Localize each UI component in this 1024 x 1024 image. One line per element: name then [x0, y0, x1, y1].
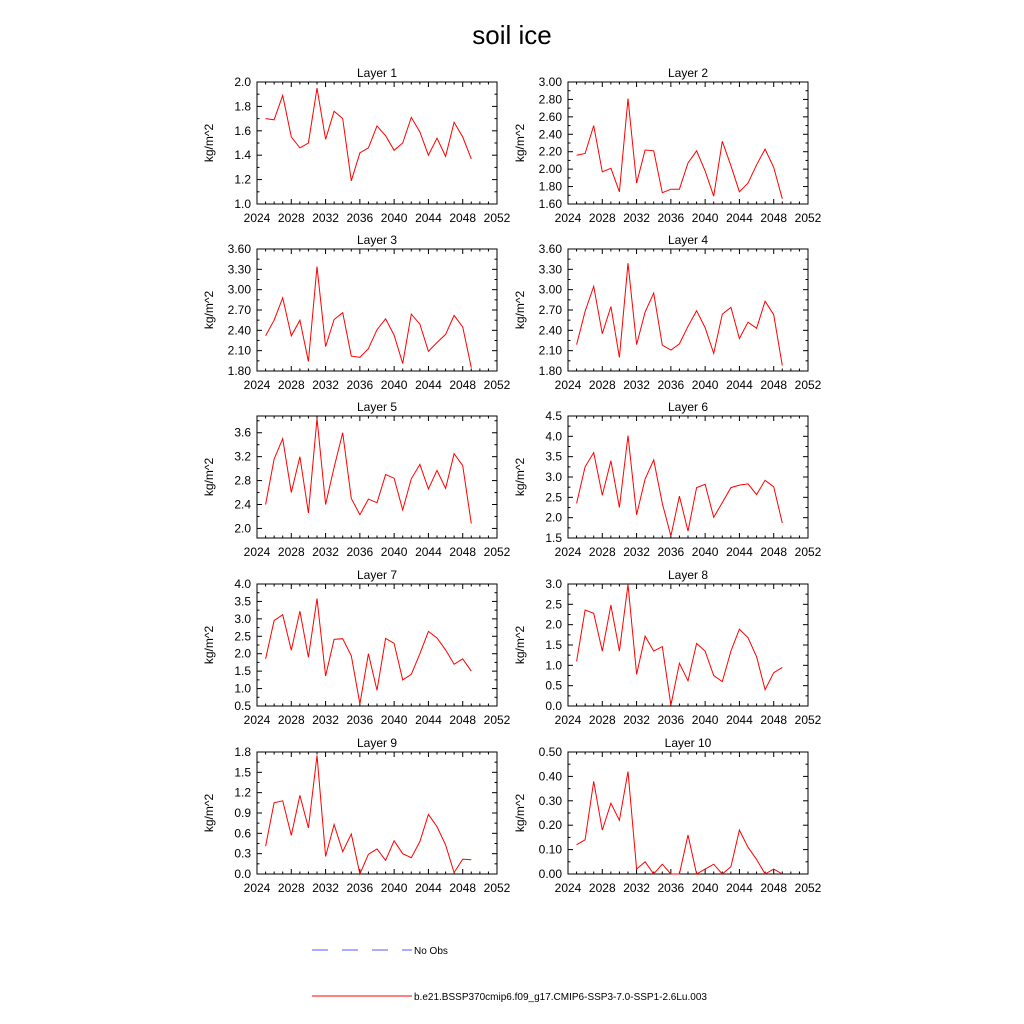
y-tick-label: 0.00 — [538, 867, 562, 881]
x-tick-label: 2028 — [277, 545, 305, 559]
x-tick-label: 2032 — [623, 378, 650, 392]
y-tick-label: 1.80 — [538, 364, 562, 378]
x-tick-label: 2032 — [623, 545, 650, 559]
y-tick-label: 3.0 — [234, 611, 251, 626]
y-axis-label: kg/m^2 — [513, 625, 527, 665]
x-tick-label: 2028 — [588, 713, 616, 727]
x-tick-label: 2052 — [794, 378, 822, 392]
legend-label-no-obs: No Obs — [414, 946, 448, 957]
panel-layer-4 — [513, 233, 822, 392]
x-tick-label: 2048 — [449, 211, 477, 225]
panel-title: Layer 7 — [356, 568, 398, 582]
y-tick-label: 0.30 — [538, 793, 562, 808]
y-axis-label: kg/m^2 — [513, 290, 527, 330]
panel-layer-6 — [513, 400, 822, 559]
x-tick-label: 2024 — [243, 211, 271, 225]
x-tick-label: 2048 — [760, 881, 788, 895]
panel-grid — [202, 66, 822, 895]
y-tick-label: 3.6 — [234, 425, 251, 440]
x-tick-label: 2048 — [449, 881, 477, 895]
y-tick-label: 2.40 — [538, 127, 562, 142]
x-tick-label: 2052 — [794, 713, 822, 727]
x-tick-label: 2036 — [346, 881, 374, 895]
x-tick-label: 2032 — [623, 713, 650, 727]
x-tick-label: 2024 — [243, 713, 271, 727]
y-tick-label: 2.0 — [234, 75, 251, 89]
x-tick-label: 2036 — [346, 378, 374, 392]
x-tick-label: 2032 — [312, 881, 339, 895]
x-tick-label: 2052 — [794, 211, 822, 225]
y-tick-label: 1.80 — [538, 179, 562, 194]
series-line — [577, 263, 783, 365]
x-tick-label: 2028 — [588, 211, 616, 225]
x-tick-label: 2036 — [346, 211, 374, 225]
x-tick-label: 2036 — [657, 881, 685, 895]
x-tick-label: 2036 — [346, 713, 374, 727]
panel-title: Layer 2 — [667, 66, 709, 80]
x-tick-label: 2028 — [277, 881, 305, 895]
plot-frame — [568, 752, 808, 874]
x-tick-label: 2044 — [415, 545, 442, 559]
plot-frame — [257, 82, 497, 204]
y-tick-label: 3.30 — [538, 262, 562, 277]
panel-title: Layer 8 — [667, 568, 709, 582]
x-tick-label: 2052 — [483, 211, 511, 225]
x-tick-label: 2032 — [623, 881, 650, 895]
x-tick-label: 2024 — [243, 881, 271, 895]
y-tick-label: 4.0 — [545, 429, 562, 444]
series-line — [266, 755, 472, 874]
x-tick-label: 2028 — [277, 211, 305, 225]
series-line — [577, 99, 783, 199]
panel-layer-9 — [202, 736, 511, 895]
plot-frame — [568, 584, 808, 706]
x-tick-label: 2032 — [312, 545, 339, 559]
y-tick-label: 2.10 — [227, 343, 251, 358]
y-tick-label: 3.30 — [227, 262, 251, 277]
panel-title: Layer 1 — [356, 66, 398, 80]
x-tick-label: 2052 — [483, 881, 511, 895]
x-tick-label: 2040 — [380, 881, 408, 895]
series-line — [577, 772, 783, 875]
x-tick-label: 2048 — [449, 378, 477, 392]
x-tick-label: 2048 — [449, 545, 477, 559]
y-axis-label: kg/m^2 — [202, 290, 216, 330]
x-tick-label: 2036 — [657, 713, 685, 727]
y-tick-label: 1.5 — [234, 765, 251, 780]
panel-title: Layer 6 — [667, 400, 709, 414]
x-tick-label: 2040 — [380, 378, 408, 392]
panel-layer-2 — [513, 66, 822, 225]
y-tick-label: 3.0 — [545, 577, 562, 591]
x-tick-label: 2052 — [483, 378, 511, 392]
x-tick-label: 2052 — [483, 545, 511, 559]
y-tick-label: 2.0 — [545, 510, 562, 525]
figure-title: soil ice — [472, 20, 552, 50]
y-tick-label: 2.0 — [545, 617, 562, 632]
x-tick-label: 2044 — [415, 881, 442, 895]
panel-title: Layer 4 — [667, 233, 709, 247]
y-tick-label: 1.5 — [545, 638, 562, 652]
y-tick-label: 0.5 — [234, 699, 251, 713]
x-tick-label: 2040 — [691, 545, 719, 559]
x-tick-label: 2036 — [657, 545, 685, 559]
y-tick-label: 2.5 — [545, 490, 562, 505]
y-tick-label: 1.5 — [545, 531, 562, 545]
panel-layer-10 — [513, 736, 822, 895]
x-tick-label: 2052 — [483, 713, 511, 727]
x-tick-label: 2044 — [415, 378, 442, 392]
y-tick-label: 1.8 — [234, 99, 251, 114]
y-tick-label: 2.4 — [234, 497, 251, 512]
panel-layer-7 — [202, 568, 511, 727]
y-tick-label: 2.10 — [538, 343, 562, 358]
y-axis-label: kg/m^2 — [202, 123, 216, 163]
panel-title: Layer 3 — [356, 233, 398, 247]
series-line — [266, 599, 472, 704]
y-tick-label: 2.0 — [234, 646, 251, 661]
x-tick-label: 2024 — [554, 545, 582, 559]
y-tick-label: 0.6 — [234, 826, 251, 841]
x-tick-label: 2024 — [243, 545, 271, 559]
y-tick-label: 1.8 — [234, 745, 251, 759]
x-tick-label: 2040 — [691, 378, 719, 392]
y-tick-label: 1.2 — [234, 785, 251, 800]
y-tick-label: 3.00 — [538, 75, 562, 89]
x-tick-label: 2024 — [554, 713, 582, 727]
x-tick-label: 2028 — [588, 545, 616, 559]
legend — [312, 946, 707, 1003]
plot-frame — [568, 82, 808, 204]
y-tick-label: 0.10 — [538, 842, 562, 857]
x-tick-label: 2024 — [243, 378, 271, 392]
y-tick-label: 0.9 — [234, 806, 251, 820]
x-tick-label: 2040 — [691, 211, 719, 225]
x-tick-label: 2024 — [554, 211, 582, 225]
y-tick-label: 1.5 — [234, 664, 251, 679]
panel-layer-3 — [202, 233, 511, 392]
x-tick-label: 2040 — [380, 545, 408, 559]
x-tick-label: 2044 — [726, 545, 753, 559]
x-tick-label: 2028 — [277, 713, 305, 727]
x-tick-label: 2032 — [623, 211, 650, 225]
x-tick-label: 2048 — [449, 713, 477, 727]
x-tick-label: 2036 — [657, 211, 685, 225]
x-tick-label: 2028 — [588, 378, 616, 392]
y-tick-label: 1.6 — [234, 123, 251, 138]
plot-frame — [568, 249, 808, 371]
y-tick-label: 2.5 — [234, 629, 251, 644]
y-tick-label: 1.2 — [234, 172, 251, 187]
y-tick-label: 2.70 — [538, 303, 562, 317]
y-tick-label: 2.60 — [538, 109, 562, 124]
y-tick-label: 0.3 — [234, 846, 251, 861]
x-tick-label: 2028 — [588, 881, 616, 895]
y-tick-label: 0.0 — [234, 867, 251, 881]
panel-layer-5 — [202, 400, 511, 559]
x-tick-label: 2024 — [554, 881, 582, 895]
x-tick-label: 2044 — [726, 211, 753, 225]
plot-frame — [257, 416, 497, 538]
y-axis-label: kg/m^2 — [513, 793, 527, 833]
plot-frame — [568, 416, 808, 538]
series-line — [577, 436, 783, 537]
y-tick-label: 1.4 — [234, 148, 251, 163]
y-axis-label: kg/m^2 — [513, 457, 527, 497]
y-tick-label: 2.00 — [538, 162, 562, 177]
x-tick-label: 2048 — [760, 713, 788, 727]
x-tick-label: 2044 — [726, 881, 753, 895]
x-tick-label: 2044 — [726, 713, 753, 727]
y-tick-label: 0.50 — [538, 745, 562, 759]
y-tick-label: 3.60 — [227, 242, 251, 256]
x-tick-label: 2052 — [794, 881, 822, 895]
y-tick-label: 4.5 — [545, 409, 562, 423]
y-axis-label: kg/m^2 — [202, 457, 216, 497]
y-tick-label: 3.5 — [234, 594, 251, 609]
x-tick-label: 2040 — [380, 211, 408, 225]
y-axis-label: kg/m^2 — [513, 123, 527, 163]
x-tick-label: 2040 — [380, 713, 408, 727]
y-axis-label: kg/m^2 — [202, 625, 216, 665]
y-tick-label: 0.5 — [545, 678, 562, 693]
y-tick-label: 3.2 — [234, 449, 251, 464]
y-tick-label: 1.0 — [234, 197, 251, 211]
panel-layer-1 — [202, 66, 511, 225]
x-tick-label: 2032 — [312, 211, 339, 225]
panel-title: Layer 9 — [356, 736, 398, 750]
y-tick-label: 3.00 — [538, 282, 562, 297]
y-tick-label: 2.5 — [545, 597, 562, 612]
y-tick-label: 3.00 — [227, 282, 251, 297]
x-tick-label: 2044 — [415, 713, 442, 727]
plot-frame — [257, 249, 497, 371]
x-tick-label: 2044 — [726, 378, 753, 392]
x-tick-label: 2024 — [554, 378, 582, 392]
y-tick-label: 2.8 — [234, 473, 251, 488]
y-tick-label: 2.40 — [227, 323, 251, 338]
panel-title: Layer 5 — [356, 400, 398, 414]
plot-frame — [257, 752, 497, 874]
series-line — [266, 267, 472, 368]
y-tick-label: 0.40 — [538, 769, 562, 784]
y-tick-label: 1.0 — [545, 658, 562, 673]
y-tick-label: 1.80 — [227, 364, 251, 378]
y-tick-label: 2.0 — [234, 521, 251, 536]
x-tick-label: 2040 — [691, 713, 719, 727]
x-tick-label: 2032 — [312, 378, 339, 392]
x-tick-label: 2040 — [691, 881, 719, 895]
x-tick-label: 2036 — [657, 378, 685, 392]
series-line — [577, 584, 783, 705]
y-tick-label: 2.80 — [538, 92, 562, 107]
x-tick-label: 2048 — [760, 211, 788, 225]
panel-title: Layer 10 — [664, 736, 712, 750]
series-line — [266, 418, 472, 523]
x-tick-label: 2052 — [794, 545, 822, 559]
y-tick-label: 3.5 — [545, 449, 562, 464]
panel-layer-8 — [513, 568, 822, 727]
legend-label-series: b.e21.BSSP370cmip6.f09_g17.CMIP6-SSP3-7.0-SSP1-2.6Lu.003 — [414, 992, 707, 1003]
y-tick-label: 2.70 — [227, 303, 251, 317]
y-tick-label: 0.20 — [538, 818, 562, 833]
y-axis-label: kg/m^2 — [202, 793, 216, 833]
y-tick-label: 2.20 — [538, 144, 562, 159]
y-tick-label: 2.40 — [538, 323, 562, 338]
x-tick-label: 2048 — [760, 545, 788, 559]
y-tick-label: 4.0 — [234, 577, 251, 591]
x-tick-label: 2044 — [415, 211, 442, 225]
x-tick-label: 2048 — [760, 378, 788, 392]
y-tick-label: 3.0 — [545, 470, 562, 484]
y-tick-label: 3.60 — [538, 242, 562, 256]
y-tick-label: 1.60 — [538, 197, 562, 211]
y-tick-label: 1.0 — [234, 681, 251, 696]
x-tick-label: 2028 — [277, 378, 305, 392]
series-line — [266, 88, 472, 181]
y-tick-label: 0.0 — [545, 699, 562, 713]
x-tick-label: 2032 — [312, 713, 339, 727]
x-tick-label: 2036 — [346, 545, 374, 559]
